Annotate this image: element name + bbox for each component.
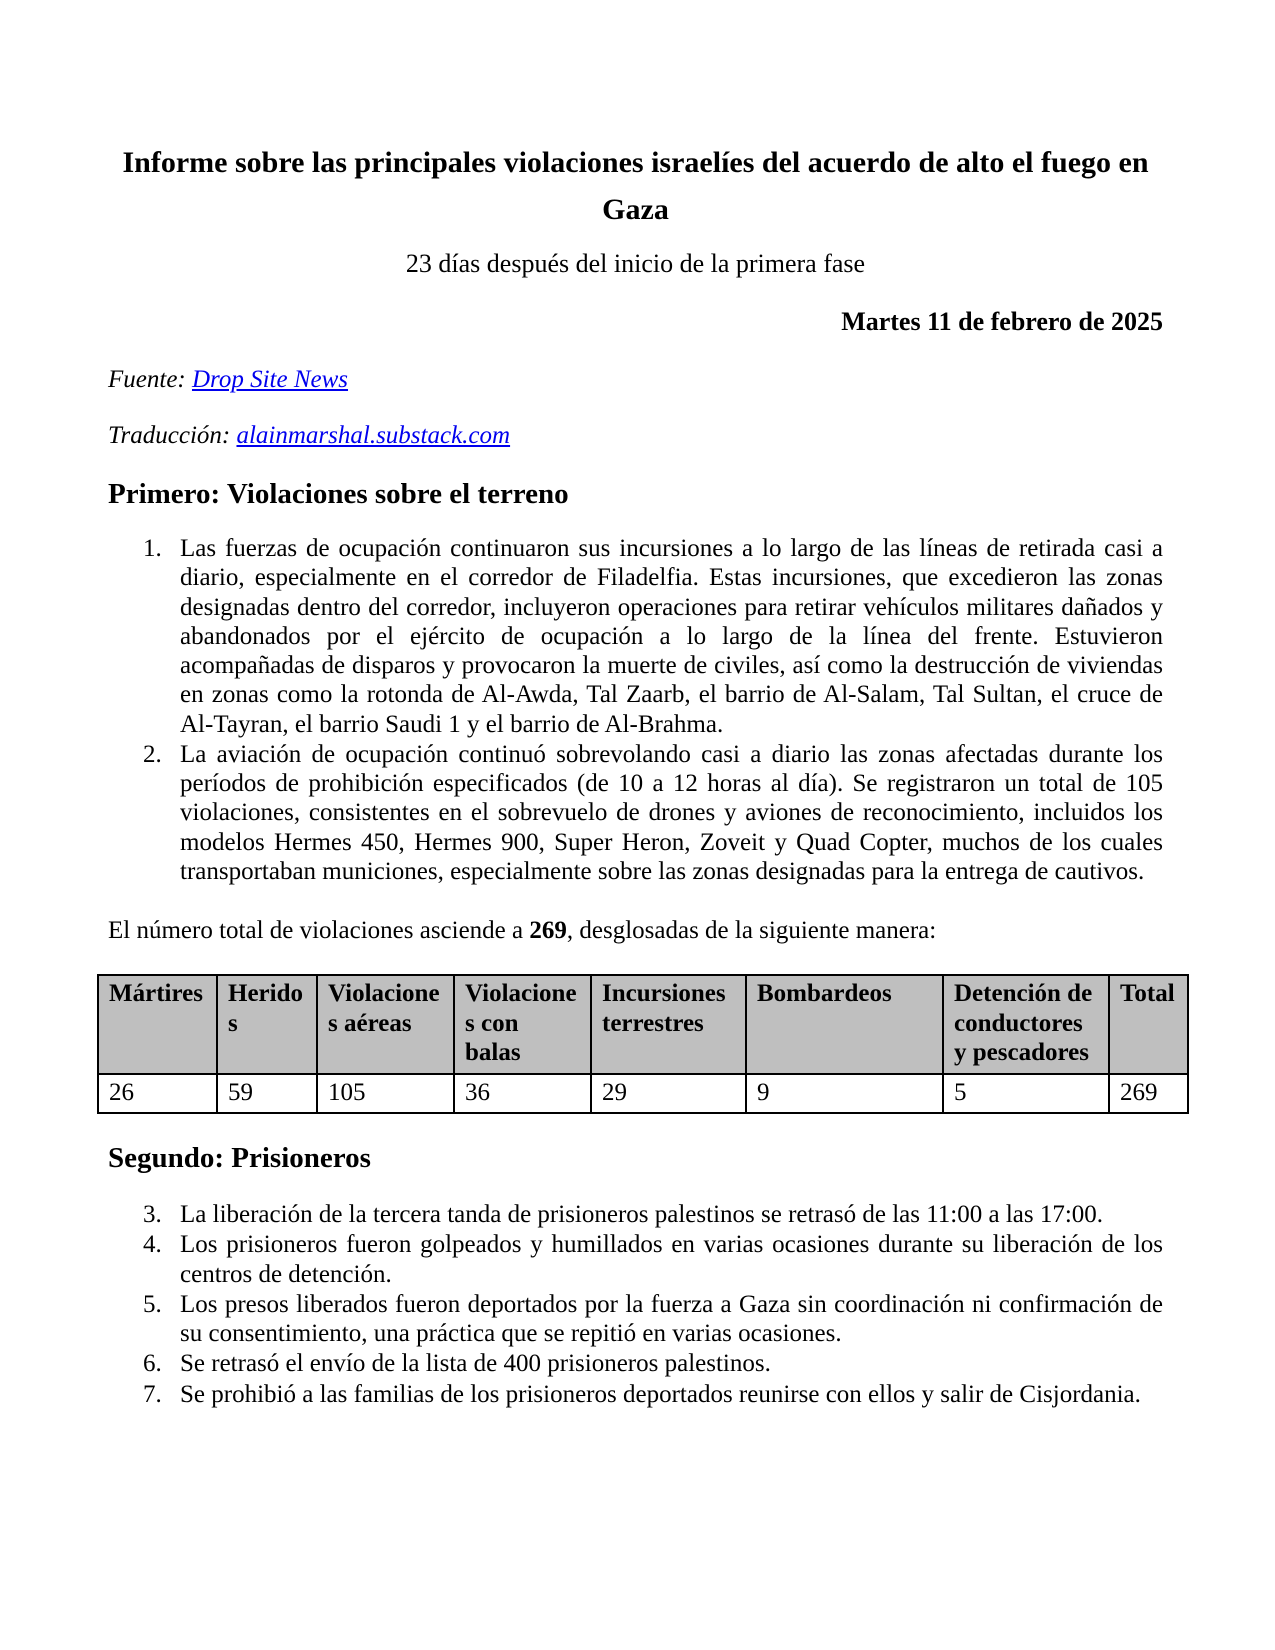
source-line xyxy=(108,365,1163,394)
translation-line xyxy=(108,421,1163,450)
section-heading-primero: Primero: Violaciones sobre el terreno xyxy=(108,478,569,511)
table-header-row xyxy=(98,975,1188,1074)
violations-table xyxy=(97,974,1189,1114)
table-value-detencion: 5 xyxy=(943,1074,1109,1114)
table-header-martires: Mártires xyxy=(98,975,217,1074)
list-item-text: Los prisioneros fueron golpeados y humillados en varias ocasiones durante su liberación de los centros de detención. xyxy=(180,1231,1163,1288)
document-title: Informe sobre las principales violaciones israelíes del acuerdo de alto el fuego en Gaza xyxy=(122,146,1149,226)
translation-link[interactable]: alainmarshal.substack.com xyxy=(236,422,511,450)
list-item-text: Los presos liberados fueron deportados por la fuerza a Gaza sin coordinación ni confirmación de su consentimiento, una práctica que se repitió en varias ocasiones. xyxy=(180,1290,1163,1348)
table-value-heridos: 59 xyxy=(217,1074,317,1114)
source-link[interactable]: Drop Site News xyxy=(191,365,349,393)
total-text-before: El número total de violaciones asciende a xyxy=(108,917,530,945)
list-item-number: 6. xyxy=(143,1350,162,1378)
prisoners-list xyxy=(108,1200,1163,1409)
list-item-number: 4. xyxy=(143,1231,162,1259)
table-value-incursiones: 29 xyxy=(591,1074,746,1114)
list-item-text: Se prohibió a las familias de los prisioneros deportados reunirse con ellos y salir de Cisjordania. xyxy=(180,1380,1141,1408)
table-value-bombardeos: 9 xyxy=(746,1074,943,1114)
list-item-text: La aviación de ocupación continuó sobrevolando casi a diario las zonas afectadas durante los períodos de prohibición especificados (de 10 a 12 horas al día). Se registraron un total de 105 violaciones, consistentes en el sobrevuelo de drones y aviones de reconocimiento, incluidos los modelos Hermes 450, Hermes 900, Super Heron, Zoveit y Quad Copter, muchos de los cuales transportaban municiones, especialmente sobre las zonas designadas para la entrega de cautivos. xyxy=(180,740,1163,885)
list-item-number: 5. xyxy=(143,1290,162,1318)
table-value-martires: 26 xyxy=(98,1074,217,1114)
list-item xyxy=(108,1349,1163,1378)
list-item xyxy=(108,740,1163,886)
table-header-violaciones-balas: Violaciones con balas xyxy=(454,975,591,1074)
list-item-text: La liberación de la tercera tanda de prisioneros palestinos se retrasó de las 11:00 a las 17:00. xyxy=(180,1201,1104,1229)
table-header-violaciones-aereas: Violaciones aéreas xyxy=(317,975,454,1074)
list-item-number: 1. xyxy=(143,535,162,563)
total-text-after: , desglosadas de la siguiente manera: xyxy=(566,917,937,945)
list-item xyxy=(108,1200,1163,1229)
list-item xyxy=(108,1290,1163,1349)
table-header-heridos: Heridos xyxy=(217,975,317,1074)
total-violations-value: 269 xyxy=(529,917,567,945)
table-value-violaciones-balas: 36 xyxy=(454,1074,591,1114)
list-item-number: 2. xyxy=(143,740,162,768)
table-value-total: 269 xyxy=(1109,1074,1188,1114)
table-header-bombardeos: Bombardeos xyxy=(746,975,943,1074)
list-item-text: Las fuerzas de ocupación continuaron sus incursiones a lo largo de las líneas de retirada casi a diario, especialmente en el corredor de Filadelfia. Estas incursiones, que excedieron las zonas designadas dentro del corredor, incluyeron operaciones para retirar vehículos militares dañados y abandonados por el ejército de ocupación a lo largo de la línea del frente. Estuvieron acompañadas de disparos y provocaron la muerte de civiles, así como la destrucción de viviendas en zonas como la rotonda de Al-Awda, Tal Zaarb, el barrio de Al-Salam, Tal Sultan, el cruce de Al-Tayran, el barrio Saudi 1 y el barrio de Al-Brahma. xyxy=(180,535,1163,738)
translation-label: Traducción: xyxy=(108,422,237,450)
list-item xyxy=(108,1380,1163,1409)
table-header-incursiones: Incursiones terrestres xyxy=(591,975,746,1074)
source-label: Fuente: xyxy=(108,365,192,393)
list-item-number: 7. xyxy=(143,1380,162,1408)
list-item xyxy=(108,1230,1163,1289)
section-heading-segundo: Segundo: Prisioneros xyxy=(108,1142,371,1175)
table-value-violaciones-aereas: 105 xyxy=(317,1074,454,1114)
document-subtitle: 23 días después del inicio de la primera fase xyxy=(405,249,866,278)
violations-list xyxy=(108,534,1163,886)
document-date: Martes 11 de febrero de 2025 xyxy=(841,307,1163,337)
list-item-number: 3. xyxy=(143,1201,162,1229)
table-header-total: Total xyxy=(1109,975,1188,1074)
table-header-detencion: Detención de conductores y pescadores xyxy=(943,975,1109,1074)
list-item xyxy=(108,534,1163,739)
total-violations-paragraph xyxy=(108,916,1163,945)
table-data-row xyxy=(98,1074,1188,1114)
list-item-text: Se retrasó el envío de la lista de 400 prisioneros palestinos. xyxy=(180,1350,771,1378)
